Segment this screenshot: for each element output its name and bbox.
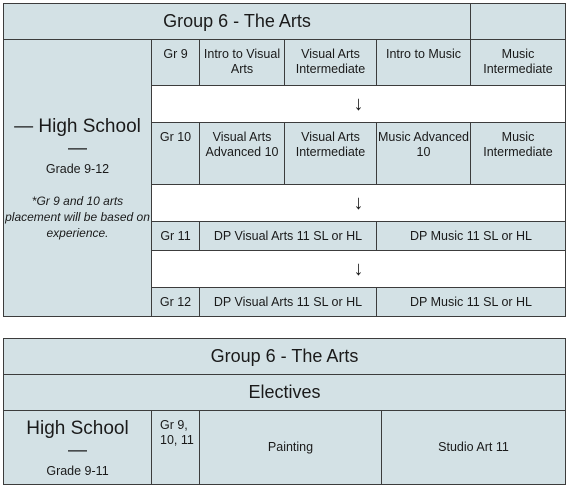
- high-school-sidebar: [4, 40, 152, 317]
- course-painting: Painting: [200, 411, 382, 485]
- heading-dash: —: [68, 138, 87, 159]
- electives-sidebar: [4, 411, 152, 485]
- arrow-row-3: [152, 251, 566, 288]
- high-school-heading: — High School: [14, 116, 141, 137]
- course-dp-music-gr12: DP Music 11 SL or HL: [377, 288, 566, 317]
- grade-range: Grade 9-12: [45, 162, 110, 176]
- course-intro-visual-arts: Intro to Visual Arts: [200, 40, 285, 86]
- electives-table-title: Group 6 - The Arts: [4, 339, 566, 375]
- course-dp-visual-arts-gr11: DP Visual Arts 11 SL or HL: [200, 222, 377, 251]
- course-intro-music: Intro to Music: [377, 40, 471, 86]
- table-title: Group 6 - The Arts: [4, 4, 471, 40]
- electives-grade-label: Gr 9, 10, 11: [152, 411, 200, 485]
- arrow-row-2: [152, 185, 566, 222]
- arts-electives-table: [3, 338, 566, 485]
- course-music-intermediate-gr10: Music Intermediate: [471, 123, 566, 185]
- electives-heading: High School: [26, 417, 129, 439]
- electives-subtitle: Electives: [4, 375, 566, 411]
- arrow-row-1: [152, 86, 566, 123]
- down-arrow-icon: ↓: [353, 93, 364, 115]
- course-studio-art-11: Studio Art 11: [382, 411, 566, 485]
- course-dp-visual-arts-gr12: DP Visual Arts 11 SL or HL: [200, 288, 377, 317]
- placement-note: *Gr 9 and 10 arts placement will be based on experience.: [5, 194, 150, 240]
- down-arrow-icon: ↓: [353, 192, 364, 214]
- electives-dash: —: [68, 439, 87, 461]
- down-arrow-icon: ↓: [353, 258, 364, 280]
- course-visual-arts-intermediate: Visual Arts Intermediate: [285, 40, 377, 86]
- course-visual-arts-intermediate-gr10: Visual Arts Intermediate: [285, 123, 377, 185]
- arts-program-table: [3, 3, 566, 317]
- grade-label-gr11: Gr 11: [152, 222, 200, 251]
- course-music-intermediate: Music Intermediate: [471, 40, 566, 86]
- header-empty-cell: [471, 4, 566, 40]
- electives-grade-range: Grade 9-11: [46, 463, 109, 478]
- course-visual-arts-advanced-10: Visual Arts Advanced 10: [200, 123, 285, 185]
- grade-label-gr10: Gr 10: [152, 123, 200, 185]
- grade-label-gr12: Gr 12: [152, 288, 200, 317]
- course-dp-music-gr11: DP Music 11 SL or HL: [377, 222, 566, 251]
- grade-label-gr9: Gr 9: [152, 40, 200, 86]
- course-music-advanced-10: Music Advanced 10: [377, 123, 471, 185]
